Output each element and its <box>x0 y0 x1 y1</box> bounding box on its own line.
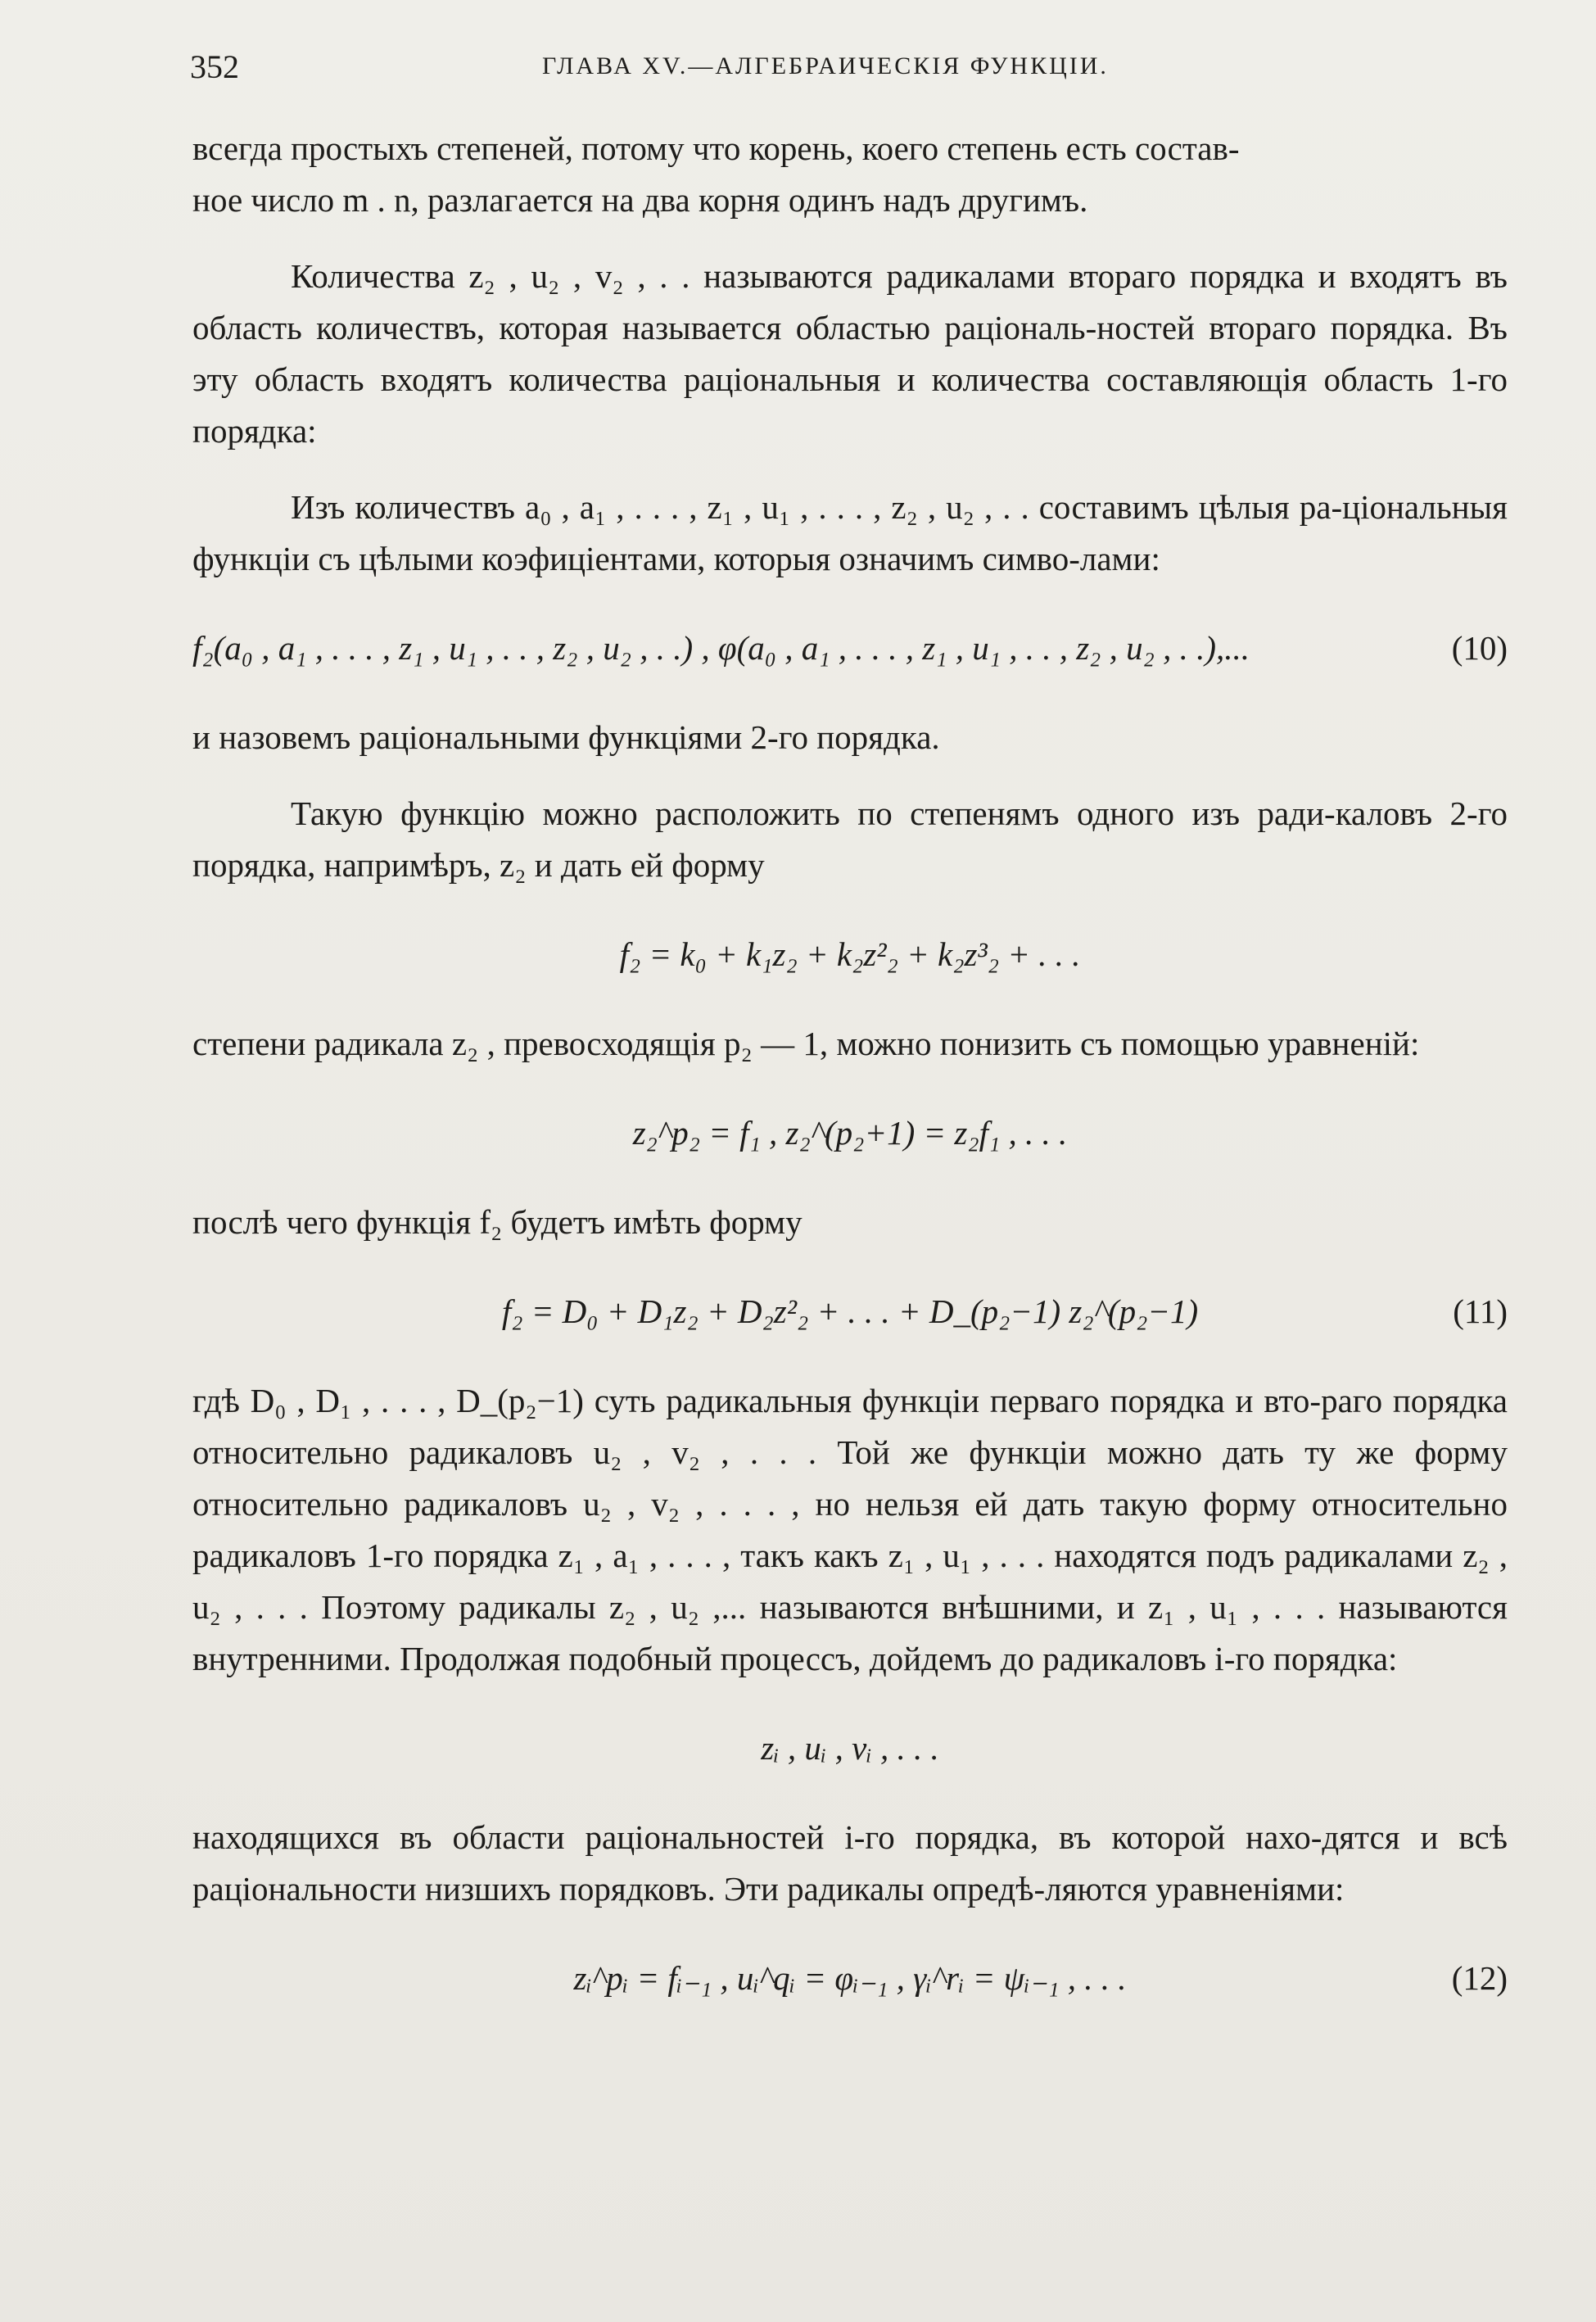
paragraph-7: послѣ чего функція f₂ будетъ имѣть форму <box>192 1203 803 1241</box>
page-number: 352 <box>190 48 239 85</box>
chapter-title: ГЛАВА XV.—АЛГЕБРАИЧЕСКІЯ ФУНКЦІИ. <box>542 52 1109 79</box>
equation-f2-body: f₂ = k₀ + k₁z₂ + k₂z²₂ + k₂z³₂ + . . . <box>619 935 1081 973</box>
paragraph-1-line-1: всегда простыхъ степеней, потому что корень, коего степень есть состав- <box>192 129 1240 167</box>
paragraph-5: Такую функцію можно расположить по степенямъ одного изъ ради-каловъ 2-го порядка, напримѣръ, z₂ и дать ей форму <box>192 794 1508 884</box>
equation-z2-body: z₂^p₂ = f₁ , z₂^(p₂+1) = z₂f₁ , . . . <box>632 1114 1068 1152</box>
paragraph-3: Изъ количествъ a₀ , a₁ , . . . , z₁ , u₁ , . . . , z₂ , u₂ , . . составимъ цѣлыя ра-ціональныя функціи съ цѣлыми коэфиціентами, которыя означимъ симво-лами: <box>192 488 1508 577</box>
equation-10-number: (10) <box>1451 629 1508 667</box>
page-body <box>192 123 1508 2042</box>
paragraph-9: находящихся въ области раціональностей i-го порядка, въ которой нахо-дятся и всѣ раціональности низшихъ порядковъ. Эти радикалы опредѣ-ляются уравненіями: <box>192 1818 1508 1908</box>
equation-zi-body: zᵢ , uᵢ , vᵢ , . . . <box>761 1729 939 1767</box>
equation-f2 <box>192 929 1508 980</box>
equation-11-body: f₂ = D₀ + D₁z₂ + D₂z²₂ + . . . + D_(p₂−1) z₂^(p₂−1) <box>501 1292 1199 1330</box>
equation-zi <box>192 1722 1508 1774</box>
paragraph-4: и назовемъ раціональными функціями 2-го порядка. <box>192 718 940 756</box>
equation-12 <box>192 1953 1508 2004</box>
equation-10-body: f₂(a₀ , a₁ , . . . , z₁ , u₁ , . . , z₂ , u₂ , . .) , φ(a₀ , a₁ , . . . , z₁ , u₁ , . . , z₂ , u₂ , . .),... <box>192 629 1250 667</box>
paragraph-2: Количества z₂ , u₂ , v₂ , . . называются радикалами втораго порядка и входятъ въ область количествъ, которая называется областью раціональ-ностей втораго порядка. Въ эту область входятъ количества раціональныя и количества составляющія область 1-го порядка: <box>192 257 1508 450</box>
paragraph-1-line-2: ное число m . n, разлагается на два корня одинъ надъ другимъ. <box>192 181 1088 219</box>
equation-11 <box>192 1286 1508 1338</box>
equation-11-number: (11) <box>1453 1292 1508 1330</box>
paragraph-6: степени радикала z₂ , превосходящія p₂ — 1, можно понизить съ помощью уравненій: <box>192 1025 1420 1062</box>
equation-10 <box>192 622 1508 674</box>
paragraph-8: гдѣ D₀ , D₁ , . . . , D_(p₂−1) суть радикальныя функціи перваго порядка и вто-раго порядка относительно радикаловъ u₂ , v₂ , . . . Той же функціи можно дать ту же форму относительно радикаловъ u₂ , v₂ , . . . , но нельзя ей дать такую форму относительно радикаловъ 1-го порядка z₁ , a₁ , . . . , такъ какъ z₁ , u₁ , . . . находятся подъ радикалами z₂ , u₂ , . . . Поэтому радикалы z₂ , u₂ ,... называются внѣшними, и z₁ , u₁ , . . . называются внутренними. Продолжая подобный процессъ, дойдемъ до радикаловъ i-го порядка: <box>192 1382 1508 1677</box>
equation-12-body: zᵢ^pᵢ = fᵢ₋₁ , uᵢ^qᵢ = φᵢ₋₁ , γᵢ^rᵢ = ψᵢ₋₁ , . . . <box>573 1959 1127 1997</box>
equation-z2 <box>192 1107 1508 1159</box>
equation-12-number: (12) <box>1451 1959 1508 1997</box>
page-header <box>190 48 1505 97</box>
